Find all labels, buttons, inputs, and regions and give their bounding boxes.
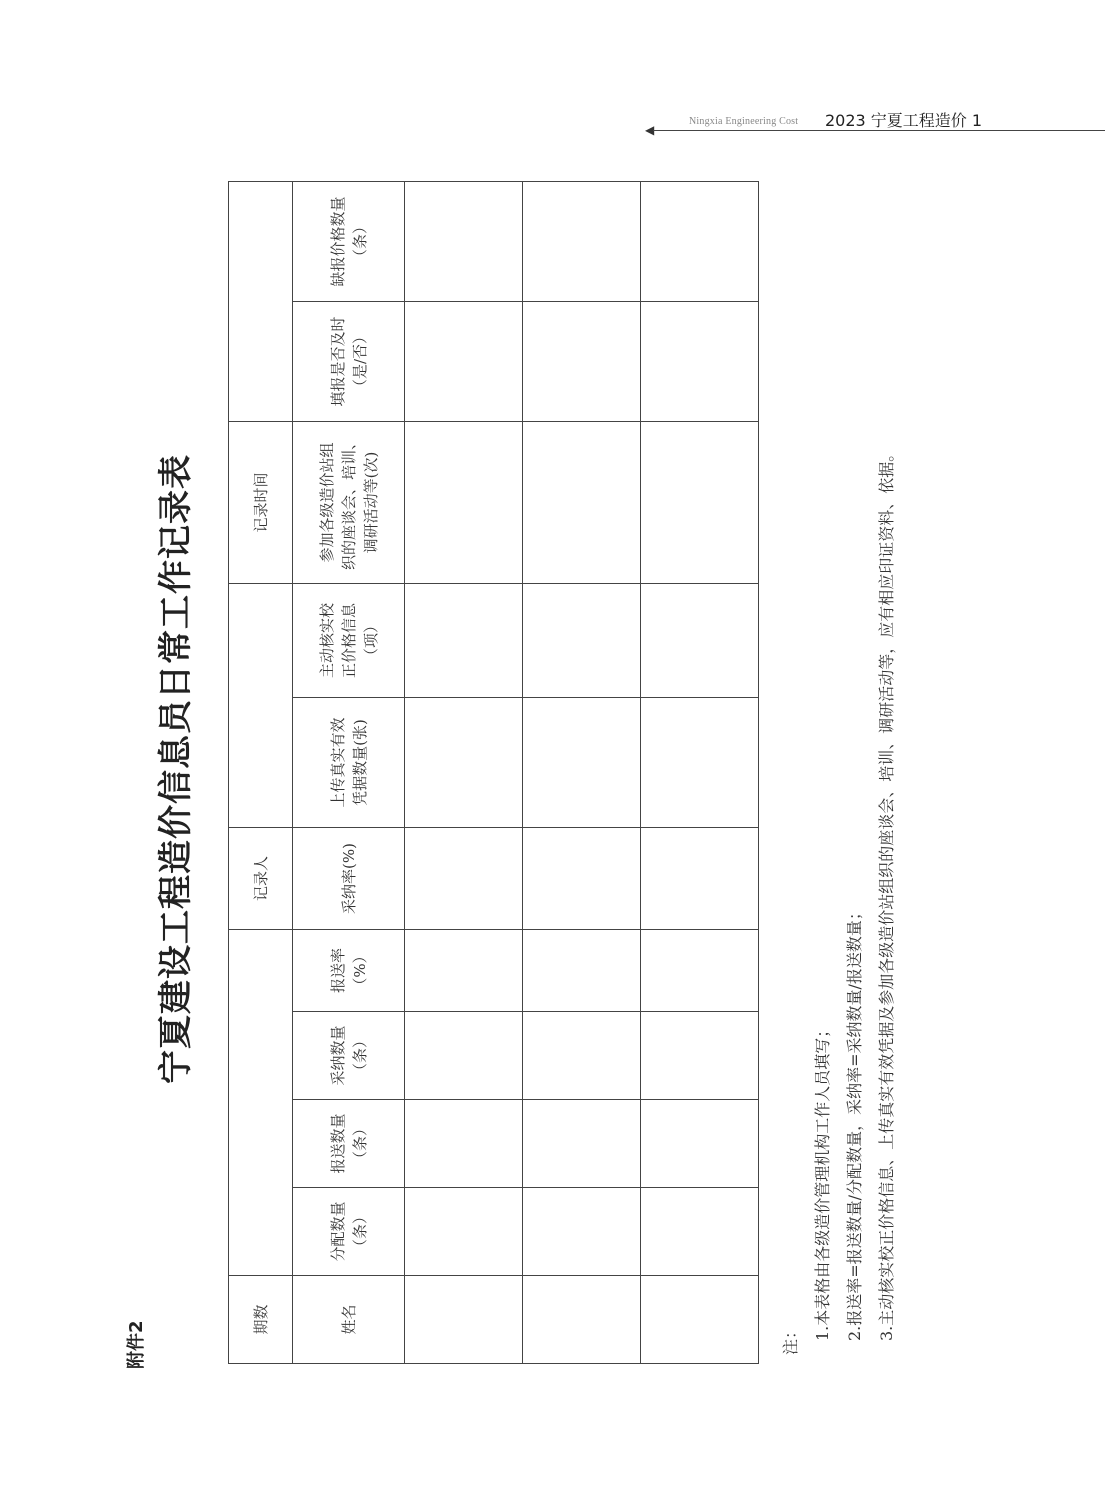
record-time-label: 记录时间	[229, 422, 293, 584]
record-table	[228, 181, 759, 1364]
col-header-line: 报送率	[328, 948, 347, 994]
notes-heading: 注：	[781, 1322, 800, 1355]
table-cell[interactable]	[405, 828, 523, 930]
journal-issue: 2023 宁夏工程造价 1	[825, 111, 983, 130]
journal-english-name: Ningxia Engineering Cost	[689, 116, 799, 127]
col-header-adopted-qty	[293, 1012, 405, 1100]
col-header-uploaded-vouchers	[293, 698, 405, 828]
period-label: 期数	[229, 1276, 293, 1364]
attachment-label: 附件2	[126, 1320, 147, 1369]
col-header-line: 填报是否及时	[328, 316, 347, 407]
col-header-line: （条）	[350, 1209, 369, 1255]
col-header-line: 凭据数量(张)	[350, 719, 369, 806]
col-header-line: （项）	[361, 618, 380, 664]
table-cell[interactable]	[405, 422, 523, 584]
note-item: 2.报送率=报送数量/分配数量，采纳率=采纳数量/报送数量；	[845, 904, 864, 1341]
col-header-submitted-qty	[293, 1100, 405, 1188]
table-row	[523, 182, 641, 1364]
arrow-left-icon: ◀	[645, 123, 655, 137]
col-header-adopt-rate	[293, 828, 405, 930]
table-cell[interactable]	[405, 1100, 523, 1188]
col-header-line: 参加各级造价站组	[317, 442, 336, 563]
table-cell[interactable]	[405, 930, 523, 1012]
col-header-line: 姓名	[339, 1304, 358, 1335]
table-cell[interactable]	[641, 302, 759, 422]
col-header-verified-price-info	[293, 584, 405, 698]
col-header-line: 采纳率(%)	[339, 843, 358, 914]
col-header-name	[293, 1276, 405, 1364]
meta-row	[229, 182, 293, 1364]
col-header-line: （条）	[350, 1033, 369, 1079]
col-header-line: （条）	[350, 1121, 369, 1167]
col-header-line: 上传真实有效	[328, 717, 347, 808]
table-cell[interactable]	[641, 182, 759, 302]
table-cell[interactable]	[523, 698, 641, 828]
period-value-cell	[229, 930, 293, 1276]
table-cell[interactable]	[641, 1012, 759, 1100]
table-cell[interactable]	[641, 930, 759, 1012]
col-header-line: 采纳数量	[328, 1025, 347, 1086]
page-title: 宁夏建设工程造价信息员日常工作记录表	[156, 454, 196, 1084]
col-header-allocated-qty	[293, 1188, 405, 1276]
notes	[775, 445, 903, 1355]
col-header-timely-filing	[293, 302, 405, 422]
table-cell[interactable]	[405, 182, 523, 302]
table-cell[interactable]	[405, 1012, 523, 1100]
table-cell[interactable]	[641, 698, 759, 828]
table-row	[641, 182, 759, 1364]
table-cell[interactable]	[523, 1188, 641, 1276]
recorder-label: 记录人	[229, 828, 293, 930]
recorder-value-cell	[229, 584, 293, 828]
col-header-missing-price-qty	[293, 182, 405, 302]
table-cell[interactable]	[405, 1276, 523, 1364]
table-cell[interactable]	[405, 584, 523, 698]
table-cell[interactable]	[641, 1276, 759, 1364]
table-cell[interactable]	[523, 1012, 641, 1100]
col-header-line: （是/否）	[350, 328, 369, 395]
table-cell[interactable]	[641, 1100, 759, 1188]
table-cell[interactable]	[523, 182, 641, 302]
table-cell[interactable]	[641, 584, 759, 698]
table-cell[interactable]	[523, 584, 641, 698]
table-cell[interactable]	[405, 698, 523, 828]
col-header-line: 调研活动等(次)	[361, 451, 380, 554]
record-time-value-cell	[229, 182, 293, 422]
table-cell[interactable]	[641, 1188, 759, 1276]
table-cell[interactable]	[523, 302, 641, 422]
col-header-line: 正价格信息	[339, 603, 358, 679]
col-header-submit-rate	[293, 930, 405, 1012]
col-header-line: 报送数量	[328, 1113, 347, 1174]
col-header-line: （条）	[350, 219, 369, 265]
col-header-line: 分配数量	[328, 1201, 347, 1262]
table-cell[interactable]	[523, 930, 641, 1012]
table-cell[interactable]	[641, 828, 759, 930]
note-item: 3.主动核实校正价格信息、上传真实有效凭据及参加各级造价站组织的座谈会、培训、调研活动等，应有相应印证资料、依据。	[877, 445, 896, 1341]
table-cell[interactable]	[523, 1276, 641, 1364]
table-cell[interactable]	[523, 1100, 641, 1188]
col-header-line: 织的座谈会、培训、	[339, 435, 358, 571]
col-header-line: 缺报价格数量	[328, 196, 347, 287]
table-cell[interactable]	[641, 422, 759, 584]
col-header-activities-attended	[293, 422, 405, 584]
table-cell[interactable]	[523, 422, 641, 584]
col-header-line: （%）	[350, 948, 369, 993]
table-row	[405, 182, 523, 1364]
header-row	[293, 182, 405, 1364]
table-cell[interactable]	[523, 828, 641, 930]
table-cell[interactable]	[405, 302, 523, 422]
table-cell[interactable]	[405, 1188, 523, 1276]
col-header-line: 主动核实校	[317, 603, 336, 679]
note-item: 1.本表格由各级造价管理机构工作人员填写；	[813, 1021, 832, 1341]
